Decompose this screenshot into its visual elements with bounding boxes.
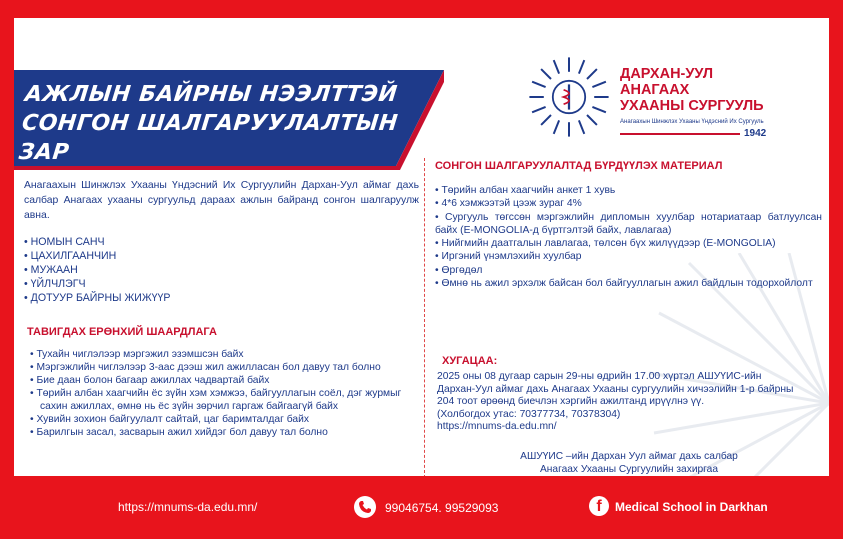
deadline-text — [437, 371, 817, 434]
phone-icon — [354, 496, 376, 518]
signature-line1: АШУҮИС –ийн Дархан Уул аймаг дахь салбар — [520, 451, 738, 462]
requirement-item: • Тухайн чиглэлээр мэргэжил эзэмшсэн байх — [30, 349, 244, 360]
footer-bar — [0, 476, 843, 539]
footer-phone-numbers[interactable]: 99046754. 99529093 — [385, 501, 499, 515]
deadline-website[interactable]: https://mnums-da.edu.mn/ — [437, 421, 557, 432]
deadline-line: (Холбогдох утас: 70377734, 70378304) — [437, 408, 621, 420]
footer-facebook-link[interactable]: Medical School in Darkhan — [615, 500, 768, 514]
deadline-line: 204 тоот өрөөнд биечлэн хэргийн ажилтанд ирүүлнэ үү. — [437, 396, 705, 407]
deadline-line: 2025 оны 08 дугаар сарын 29-ны өдрийн 17.00 хүртэл АШУҮИС-ийн — [437, 371, 762, 382]
school-year-row — [620, 128, 780, 139]
signature-block — [494, 450, 764, 476]
requirements-list — [30, 348, 410, 439]
facebook-icon[interactable]: f — [589, 496, 609, 516]
materials-title: СОНГОН ШАЛГАРУУЛАЛТАД БҮРДҮҮЛЭХ МАТЕРИАЛ — [435, 160, 723, 172]
position-item: • ҮЙЛЧЛЭГЧ — [24, 278, 86, 290]
school-name-line2: УХААНЫ СУРГУУЛЬ — [620, 98, 764, 114]
banner-title-line1: АЖЛЫН БАЙРНЫ НЭЭЛТТЭЙ — [23, 82, 399, 107]
banner-title — [17, 80, 436, 167]
materials-list — [435, 184, 822, 290]
footer-website-link[interactable]: https://mnums-da.edu.mn/ — [118, 500, 258, 514]
deadline-title: ХУГАЦАА: — [442, 355, 498, 367]
material-item: • Өргөдөл — [435, 264, 483, 276]
requirement-item: • Барилгын засал, засварын ажил хийдэг бол давуу тал болно — [30, 427, 328, 438]
material-item: • Өмнө нь ажил эрхэлж байсан бол байгууллагын ажил байдлын тодорхойлолт — [435, 278, 813, 290]
poster-panel — [14, 18, 829, 476]
signature-line2: Анагаах Ухааны Сургуулийн захиргаа — [539, 464, 718, 475]
school-divider — [620, 133, 740, 135]
material-item: • Иргэний үнэмлэхийн хуулбар — [435, 251, 582, 263]
deadline-line: Дархан-Уул аймаг дахь Анагаах Ухааны сургуулийн хичээлийн 1-р байрны — [437, 383, 794, 395]
position-item: • ДОТУУР БАЙРНЫ ЖИЖҮҮР — [24, 292, 171, 304]
banner-title-line2: СОНГОН ШАЛГАРУУЛАЛТЫН ЗАР — [17, 111, 400, 165]
requirements-title: ТАВИГДАХ ЕРӨНХИЙ ШААРДЛАГА — [27, 326, 217, 338]
positions-list — [24, 235, 170, 305]
material-item: • Нийгмийн даатгалын лавлагаа, төлсөн бүх жилүүдээр (E-MONGOLIA) — [435, 238, 776, 250]
requirement-item: • Мэргэжлийн чиглэлээр 3-аас дээш жил ажилласан бол давуу тал болно — [30, 362, 381, 373]
requirement-item: • Төрийн албан хаагчийн ёс зүйн хэм хэмжээ, байгууллагын соёл, дэг журмыг сахин ажиллах, өмнө нь ёс зүйн зөрчил гаргаж байгаагүй байх — [30, 388, 402, 412]
school-year: 1942 — [744, 128, 767, 139]
material-item: • Сургууль төгссөн мэргэжлийн дипломын хуулбар нотариатаар батлуулсан байх (E-MONGOLIA-д бүртгэлтэй байх, лавлагаа) — [435, 211, 822, 236]
requirement-item: • Хувийн зохион байгуулалт сайтай, цаг баримталдаг байх — [30, 414, 310, 425]
school-name-line1: ДАРХАН-УУЛ АНАГААХ — [620, 66, 714, 98]
material-item: • Төрийн албан хаагчийн анкет 1 хувь — [435, 185, 616, 196]
school-subtitle: Анагаахын Шинжлэх Ухааны Үндэсний Их Сургууль — [620, 119, 764, 125]
position-item: • ЦАХИЛГААНЧИН — [24, 250, 117, 262]
material-item: • 4*6 хэмжээтэй цээж зураг 4% — [435, 198, 582, 210]
school-logo-icon — [524, 52, 614, 142]
requirement-item: • Бие даан болон багаар ажиллах чадвартай байх — [30, 375, 270, 386]
position-item: • МУЖААН — [24, 264, 78, 276]
intro-paragraph: Анагаахын Шинжлэх Ухааны Үндэсний Их Сургуулийн Дархан-Уул аймаг дахь салбар Анагаах ухааны сургуульд дараах ажлын байранд сонгон шалгаруулж авна. — [24, 180, 419, 221]
position-item: • НОМЫН САНЧ — [24, 236, 105, 248]
column-divider — [424, 158, 425, 476]
school-name-block — [620, 66, 780, 139]
